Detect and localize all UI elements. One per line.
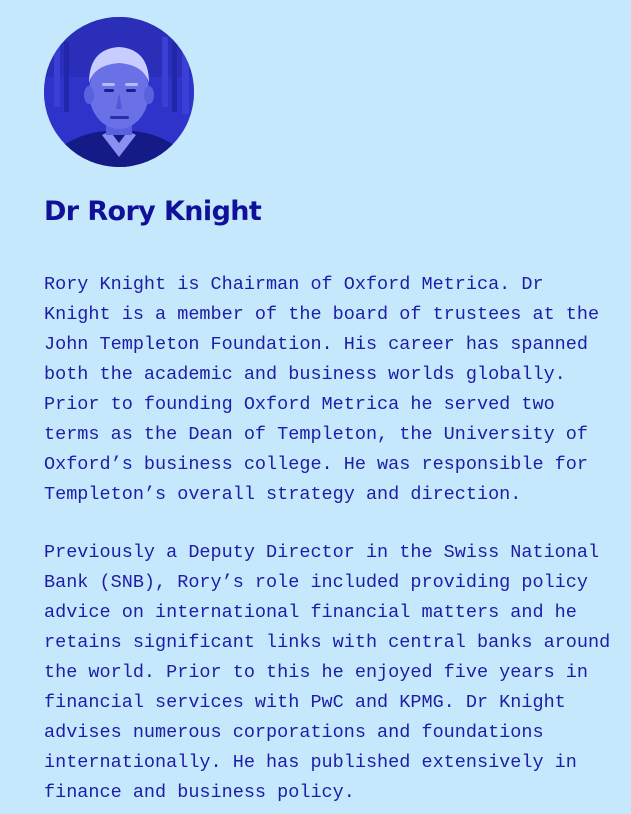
bio-paragraph-2: Previously a Deputy Director in the Swiss National Bank (SNB), Rory’s role included providing policy advice on international financial matters and he retains significant links with central banks around the world. Prior to this he enjoyed five years in financial services with PwC and KPMG. Dr Knight advises numerous corporations and foundations internationally. He has published extensively in finance and business policy. <box>44 542 611 803</box>
portrait-photo <box>44 17 194 167</box>
person-name: Dr Rory Knight <box>44 196 262 227</box>
avatar <box>44 17 194 167</box>
bio-paragraph-1: Rory Knight is Chairman of Oxford Metrica. Dr Knight is a member of the board of trustees at the John Templeton Foundation. His career has spanned both the academic and business worlds globally. Prior to founding Oxford Metrica he served two terms as the Dean of Templeton, the University of Oxford’s business college. He was responsible for Templeton’s overall strategy and direction. <box>44 274 600 505</box>
